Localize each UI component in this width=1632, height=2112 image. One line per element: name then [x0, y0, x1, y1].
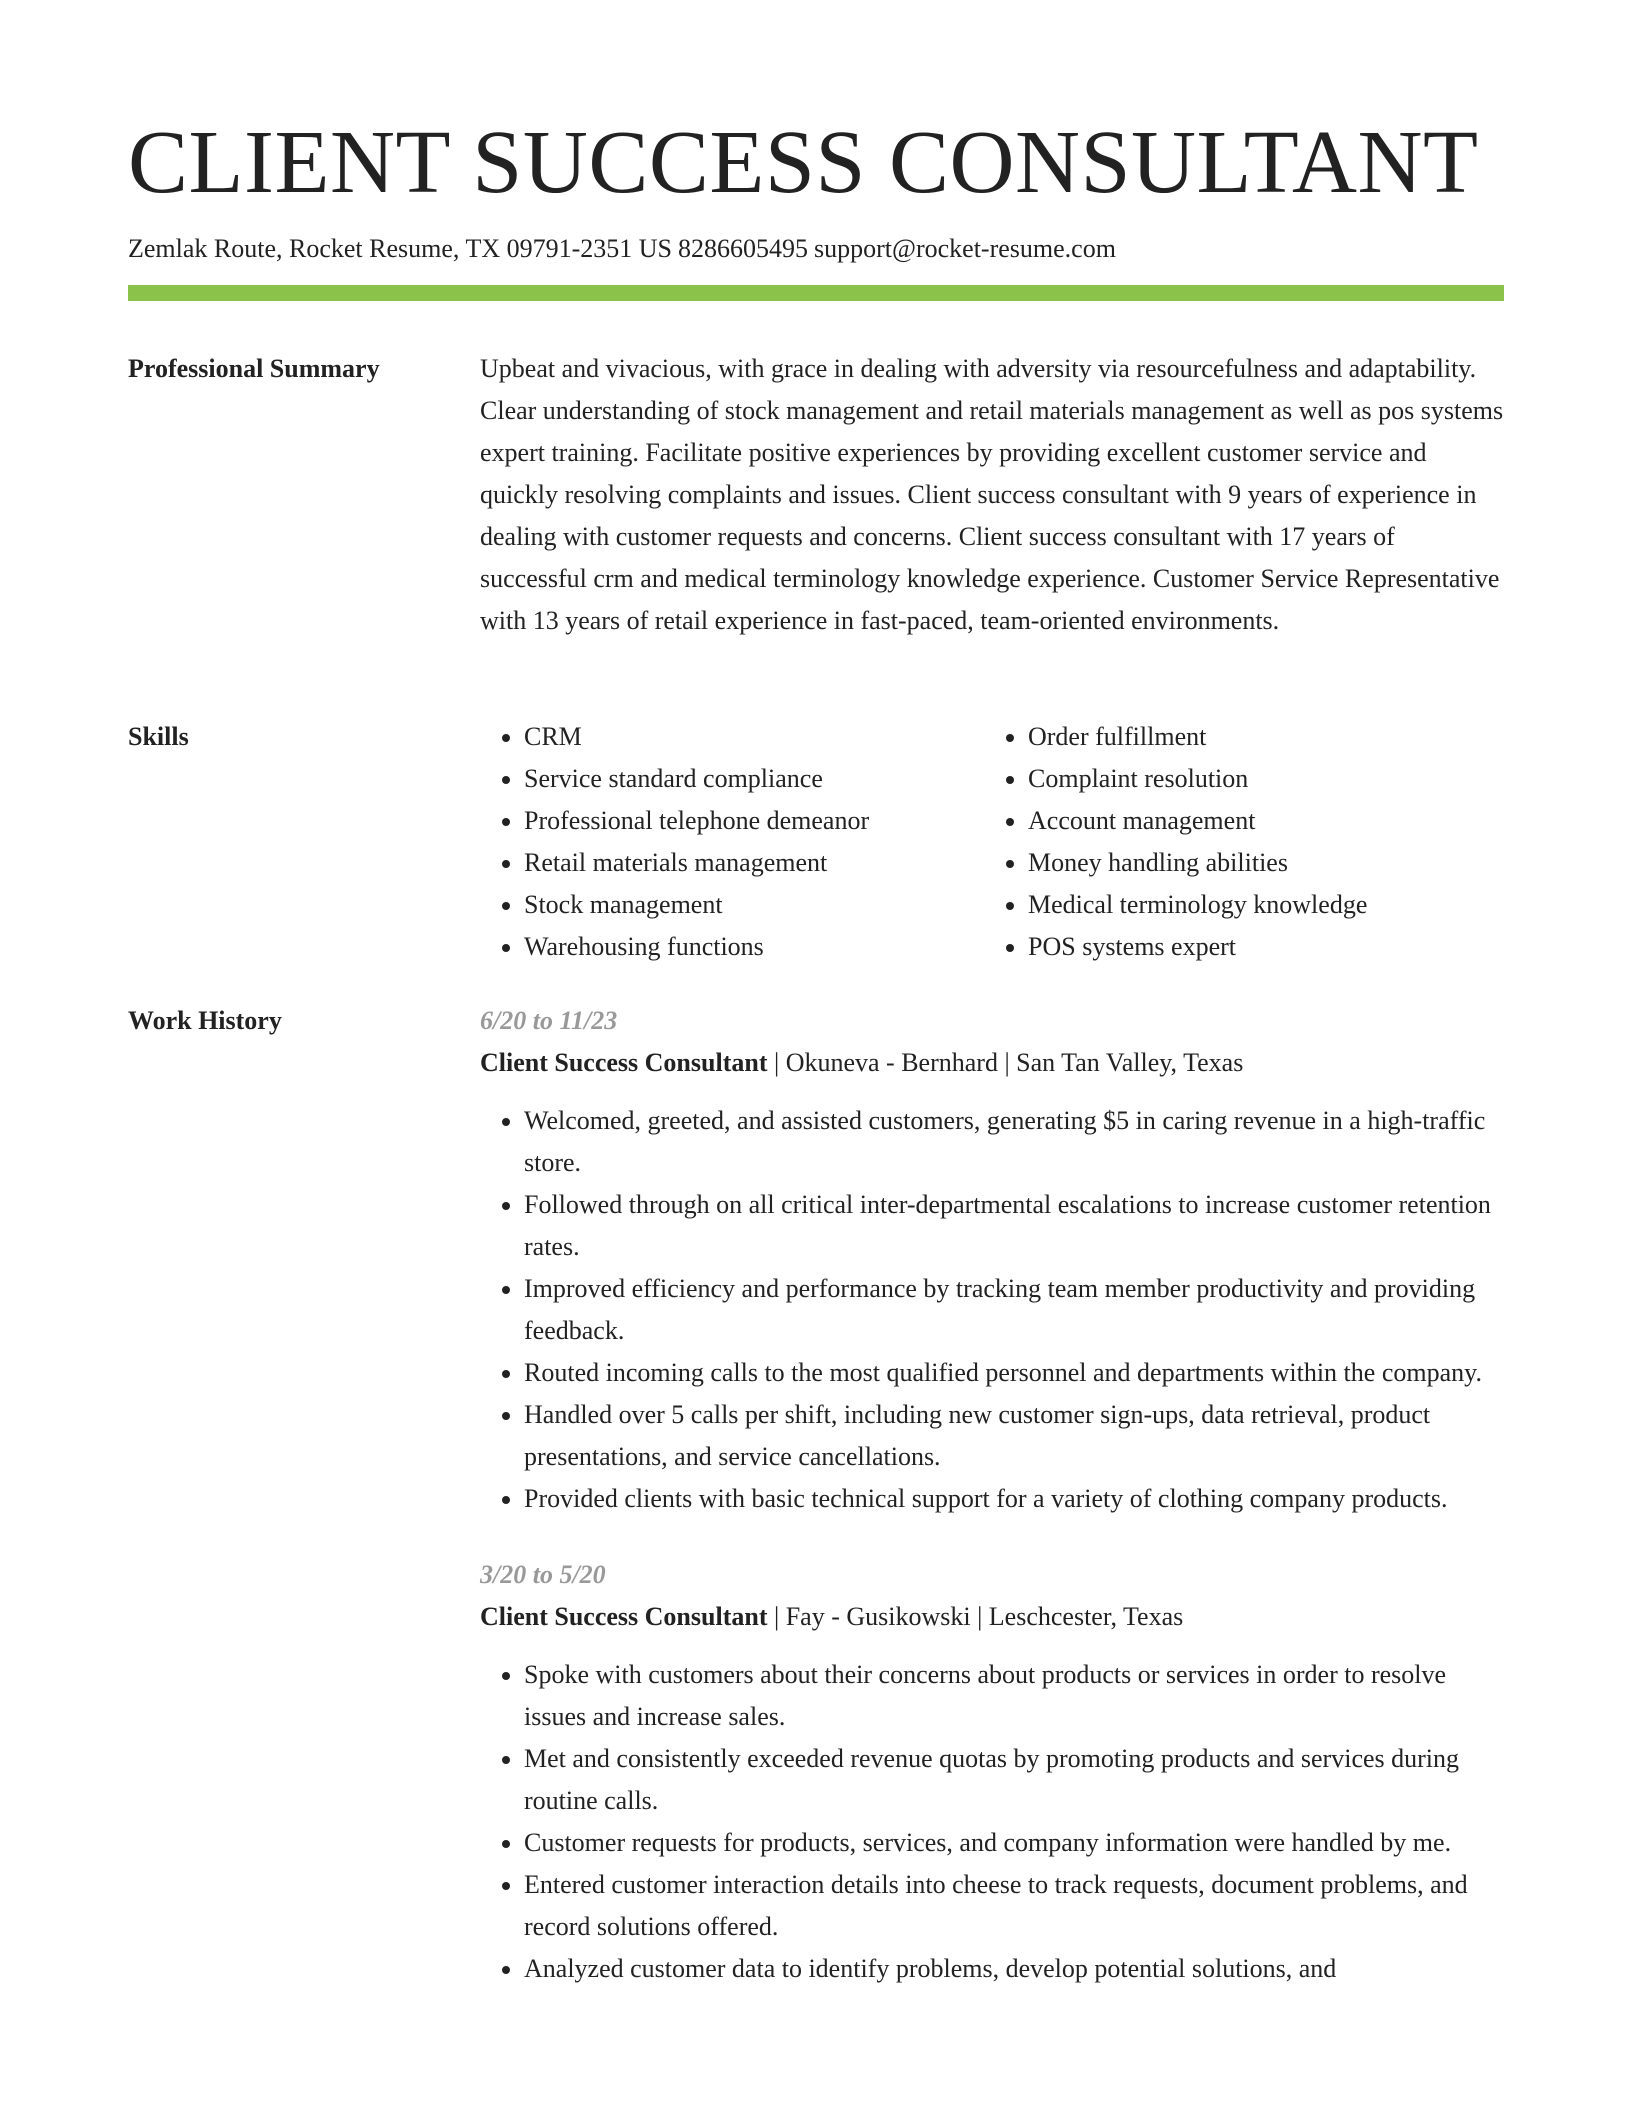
summary-text: Upbeat and vivacious, with grace in dealing with adversity via resourcefulness and adaptability. Clear understanding of stock management and retail materials management as well as pos systems expert training. Facilitate positive experiences by providing excellent customer service and quickly resolving complaints and issues. Client success consultant with 9 years of experience in dealing with customer requests and concerns. Client success consultant with 17 years of successful crm and medical terminology knowledge experience. Customer Service Representative with 13 years of retail experience in fast-paced, team-oriented environments.: [480, 354, 1504, 635]
job-title: Client Success Consultant: [480, 1602, 768, 1631]
summary-body: [480, 348, 1504, 642]
skill-item: • CRM: [524, 716, 984, 758]
accent-divider: [128, 285, 1504, 301]
job-bullet: • Met and consistently exceeded revenue quotas by promoting products and services during routine calls.: [524, 1738, 1504, 1822]
resume-title: CLIENT SUCCESS CONSULTANT: [128, 113, 1479, 212]
job-heading: [480, 1042, 1504, 1084]
job-bullet: • Routed incoming calls to the most qualified personnel and departments within the company.: [524, 1352, 1504, 1394]
contact-email: support@rocket-resume.com: [814, 234, 1116, 263]
job-bullet: • Spoke with customers about their concerns about products or services in order to resolve issues and increase sales.: [524, 1654, 1504, 1738]
skill-item: • Professional telephone demeanor: [524, 800, 984, 842]
job-bullet: • Customer requests for products, services, and company information were handled by me.: [524, 1822, 1504, 1864]
contact-address: Zemlak Route, Rocket Resume, TX 09791-2351 US: [128, 234, 673, 263]
work-heading: Work History: [128, 1006, 282, 1035]
job-bullet: • Handled over 5 calls per shift, including new customer sign-ups, data retrieval, product presentations, and service cancellations.: [524, 1394, 1504, 1478]
job-entry: [480, 1000, 1504, 1520]
skill-item: • Medical terminology knowledge: [1028, 884, 1488, 926]
skill-item: • Order fulfillment: [1028, 716, 1488, 758]
skills-body: [480, 716, 1504, 968]
skill-item: • Money handling abilities: [1028, 842, 1488, 884]
skill-item: • Service standard compliance: [524, 758, 984, 800]
job-details: | Fay - Gusikowski | Leschcester, Texas: [773, 1602, 1184, 1631]
job-title: Client Success Consultant: [480, 1048, 768, 1077]
job-entry: [480, 1554, 1504, 1990]
job-bullet: • Provided clients with basic technical support for a variety of clothing company products.: [524, 1478, 1504, 1520]
job-bullet: • Analyzed customer data to identify problems, develop potential solutions, and: [524, 1948, 1504, 1990]
skill-item: • POS systems expert: [1028, 926, 1488, 968]
job-heading: [480, 1596, 1504, 1638]
skills-heading: Skills: [128, 722, 189, 751]
work-body: [480, 1000, 1504, 2024]
skill-item: • Account management: [1028, 800, 1488, 842]
job-dates: 6/20 to 11/23: [480, 1006, 618, 1035]
job-bullet: • Improved efficiency and performance by tracking team member productivity and providing feedback.: [524, 1268, 1504, 1352]
job-details: | Okuneva - Bernhard | San Tan Valley, Texas: [773, 1048, 1244, 1077]
skill-item: • Stock management: [524, 884, 984, 926]
skills-list-left: [480, 716, 984, 968]
job-dates: 3/20 to 5/20: [480, 1560, 606, 1589]
skill-item: • Warehousing functions: [524, 926, 984, 968]
contact-phone: 8286605495: [678, 234, 809, 263]
summary-heading: Professional Summary: [128, 354, 380, 383]
contact-line: [128, 233, 1122, 265]
job-bullets: [480, 1654, 1504, 1990]
skill-item: • Retail materials management: [524, 842, 984, 884]
skill-item: • Complaint resolution: [1028, 758, 1488, 800]
job-bullet: • Followed through on all critical inter-departmental escalations to increase customer retention rates.: [524, 1184, 1504, 1268]
job-bullet: • Welcomed, greeted, and assisted customers, generating $5 in caring revenue in a high-traffic store.: [524, 1100, 1504, 1184]
job-bullets: [480, 1100, 1504, 1520]
skills-list-right: [984, 716, 1488, 968]
job-bullet: • Entered customer interaction details into cheese to track requests, document problems, and record solutions offered.: [524, 1864, 1504, 1948]
